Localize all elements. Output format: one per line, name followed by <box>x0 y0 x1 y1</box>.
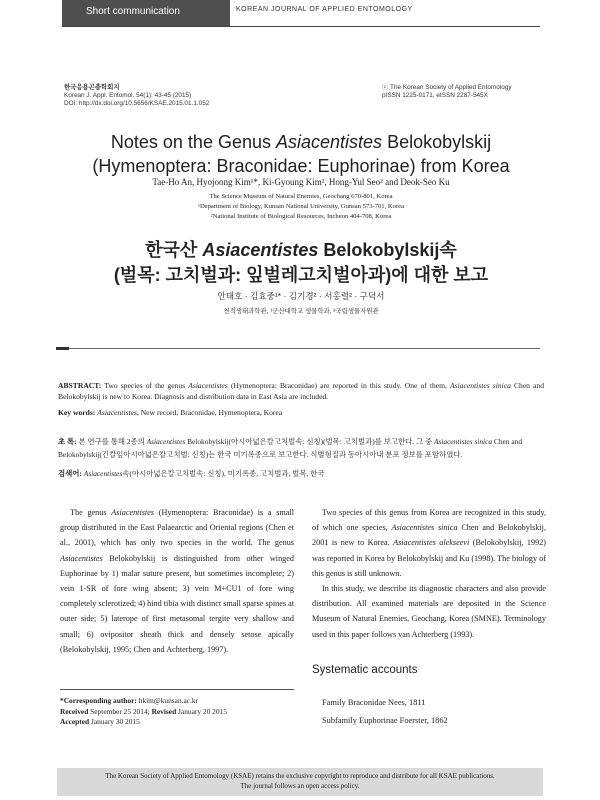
kr-keywords-label: 검색어: <box>58 469 82 478</box>
abstract <box>58 381 544 403</box>
paper-title <box>62 130 540 178</box>
header-rule <box>62 26 540 27</box>
body-genus: Asiacentistes <box>111 508 155 517</box>
body-paragraph: In this study, we describe its diagnostic characters and also provide distribution. All examined materials are deposited in the Science Museum of Natural Enemies, Geochang, Korea (SMNE). Terminology used in this paper follows van Achterberg (1993). <box>312 584 546 639</box>
copyright-block <box>382 84 512 100</box>
revised-date: January 20 2015 <box>176 706 227 716</box>
corresponding-label: *Corresponding author: <box>60 696 137 705</box>
kr-keywords <box>58 468 544 479</box>
copyright: ⓒ The Korean Society of Applied Entomology <box>382 84 512 91</box>
keywords-text: , New record, Braconidae, Hymenoptera, Korea <box>136 408 283 417</box>
kr-title-text: 한국산 <box>145 240 203 260</box>
citation-block <box>64 84 209 108</box>
body-text: (Belokobylskij, 1992) was reported in Korea by Belokobylskij and Ku (1998). The biology of this genus is still unknown. <box>312 538 546 578</box>
body-text: Two species of this genus from Korea are recognized in this study, of which one species, <box>312 508 546 533</box>
kr-author-list: 안태호 · 김효중¹* · 김기경² · 서홍렬² · 구덕서 <box>217 291 385 301</box>
affiliation-1: The Science Museum of Natural Enemies, Geochang 670-801, Korea <box>209 193 393 200</box>
title-genus: Asiacentistes <box>276 132 383 152</box>
body-text: Belokobylskij is distinguished from other winged Euphorinae by 1) malar suture present, but sometimes incomplete; 2) vein 1-SR of fore wing absent; 3) vein M+CU1 of fore wing completely sclerotized; 4) hind tibia with distinct small sparse spines at outer side; 5) laterope of first metasomal tergite very shallow and small; 6) ovipositor sheath thick and densely setose apically (Belokobylskij, 1995; Chen and Achterberg, 1997). <box>60 553 294 654</box>
kr-abstract-genus: Asiacentistes <box>146 437 186 446</box>
kr-paper-title <box>62 238 540 288</box>
keywords <box>58 408 544 417</box>
body-paragraph <box>60 505 294 657</box>
received-line <box>60 707 294 718</box>
kr-abstract-text: Chen and Belokobylskij(긴칼잎아시아넓은칼고치벌: 신칭)는 한국 미기록종으로 보고한다. 식별형질과 동아시아내 분포 정보를 포함하였다. <box>58 437 523 459</box>
revised-label: Revised <box>151 706 177 716</box>
footer-line-1: The Korean Society of Applied Entomology (KSAE) retains the exclusive copyright to reproduce and distribute for all KSAE publications. <box>105 772 495 780</box>
accepted-label: Accepted <box>60 717 90 726</box>
body-text: The genus <box>70 508 112 517</box>
body-text: Chen and Belokobylskij, 2001 is new to Korea. <box>312 523 546 548</box>
body-text: (Hymenoptera: Braconidae) is a small group distributed in the East Palaearctic and Oriental regions (Chen et al., 2001), which has only two species in the world. The genus <box>60 508 294 548</box>
section-divider-marker <box>56 347 69 350</box>
abstract-text: (Hymenoptera: Braconidae) are reported in this study. One of them, <box>227 381 451 390</box>
footnote <box>60 696 294 728</box>
taxa-list <box>322 694 448 730</box>
received-date: September 25 2014; <box>88 706 152 716</box>
abstract-genus: Asiacentistes <box>188 381 228 390</box>
section-tab-label: Short communication <box>86 6 180 17</box>
affiliations <box>62 192 540 222</box>
keywords-genus: Asiacentistes <box>97 408 137 417</box>
title-text: Belokobylskij <box>382 132 492 152</box>
abstract-text: Chen and Belokobylskij is new to Korea. Diagnosis and distribution data in East Asia are included. <box>58 381 545 401</box>
title-line-2: (Hymenoptera: Braconidae: Euphorinae) from Korea <box>92 156 510 176</box>
abstract-species: Asiacentistes sinica <box>450 381 511 390</box>
kr-keywords-text: 속(아시아넓은칼고치벌속: 신칭), 미기록종, 고치벌과, 벌목, 한국 <box>122 469 325 478</box>
footnote-rule <box>60 689 294 690</box>
body-paragraph <box>312 505 546 581</box>
received-label: Received <box>60 706 89 716</box>
keywords-label: Key words: <box>58 408 96 417</box>
kr-keywords-genus: Asiacentistes <box>83 469 123 478</box>
journal-name: KOREAN JOURNAL OF APPLIED ENTOMOLOGY <box>236 6 413 13</box>
corresponding-author <box>60 696 294 707</box>
affiliation-2: ¹Department of Biology, Kunsan National University, Gunsan 573-701, Korea <box>197 203 405 210</box>
kr-title-text: Belokobylskij속 <box>318 240 457 260</box>
footer-text <box>57 771 543 791</box>
kr-title-line-1 <box>62 238 540 263</box>
kr-abstract-species: Asiacentistes sinica <box>433 437 493 446</box>
kr-affiliations: 천적생태과학관, ¹군산대학교 생물학과, ²국립생물자원관 <box>223 308 379 315</box>
kr-abstract-text: Belokobylskij(아시아넓은칼고치벌속: 신칭)(벌목: 고치벌과)를 보고한다. 그 중 <box>185 437 434 446</box>
section-heading: Systematic accounts <box>312 664 418 676</box>
accepted-line <box>60 717 294 728</box>
footer-line-2: The journal follows an open access policy. <box>240 782 360 790</box>
affiliation-3: ²National Institute of Biological Resources, Incheon 404-708, Korea <box>210 213 392 220</box>
citation: Korean J. Appl. Entomol. 54(1): 43-45 (2015) <box>64 92 192 99</box>
kr-abstract <box>58 436 544 461</box>
author-list: Tae-Ho An, Hyojoong Kim¹*, Ki-Gyoung Kim², Hong-Yul Seo² and Deok-Seo Ku <box>152 177 450 187</box>
issn: pISSN 1225-0171, eISSN 2287-545X <box>382 92 488 99</box>
doi: DOI: http://dx.doi.org/10.5656/KSAE.2015.01.1.052 <box>64 100 210 107</box>
subfamily-line: Subfamily Euphorinae Foerster, 1862 <box>322 716 448 725</box>
accepted-date: January 30 2015 <box>89 717 140 726</box>
title-line-1 <box>62 130 540 154</box>
kr-abstract-label: 초 록: <box>58 437 77 446</box>
abstract-text: Two species of the genus <box>101 381 189 390</box>
kr-title-line-2: (벌목: 고치벌과: 잎벌레고치벌아과)에 대한 보고 <box>113 265 489 285</box>
body-column-left <box>60 505 294 657</box>
abstract-label: ABSTRACT: <box>58 381 102 390</box>
kr-title-genus: Asiacentistes <box>202 240 319 260</box>
section-divider <box>56 348 540 349</box>
kr-abstract-text: 본 연구를 통해 2종의 <box>76 437 147 446</box>
body-genus: Asiacentistes <box>60 553 103 563</box>
body-species: Asiacentistes alekseevi <box>393 538 470 548</box>
title-text: Notes on the Genus <box>110 132 276 152</box>
kr-journal-name: 한국응용곤충학회지 <box>64 84 120 91</box>
body-species: Asiacentistes sinica <box>391 523 458 533</box>
corresponding-email[interactable]: hkim@kunsan.ac.kr <box>136 696 199 705</box>
family-line: Family Braconidae Nees, 1811 <box>322 698 426 707</box>
body-column-right <box>312 505 546 642</box>
